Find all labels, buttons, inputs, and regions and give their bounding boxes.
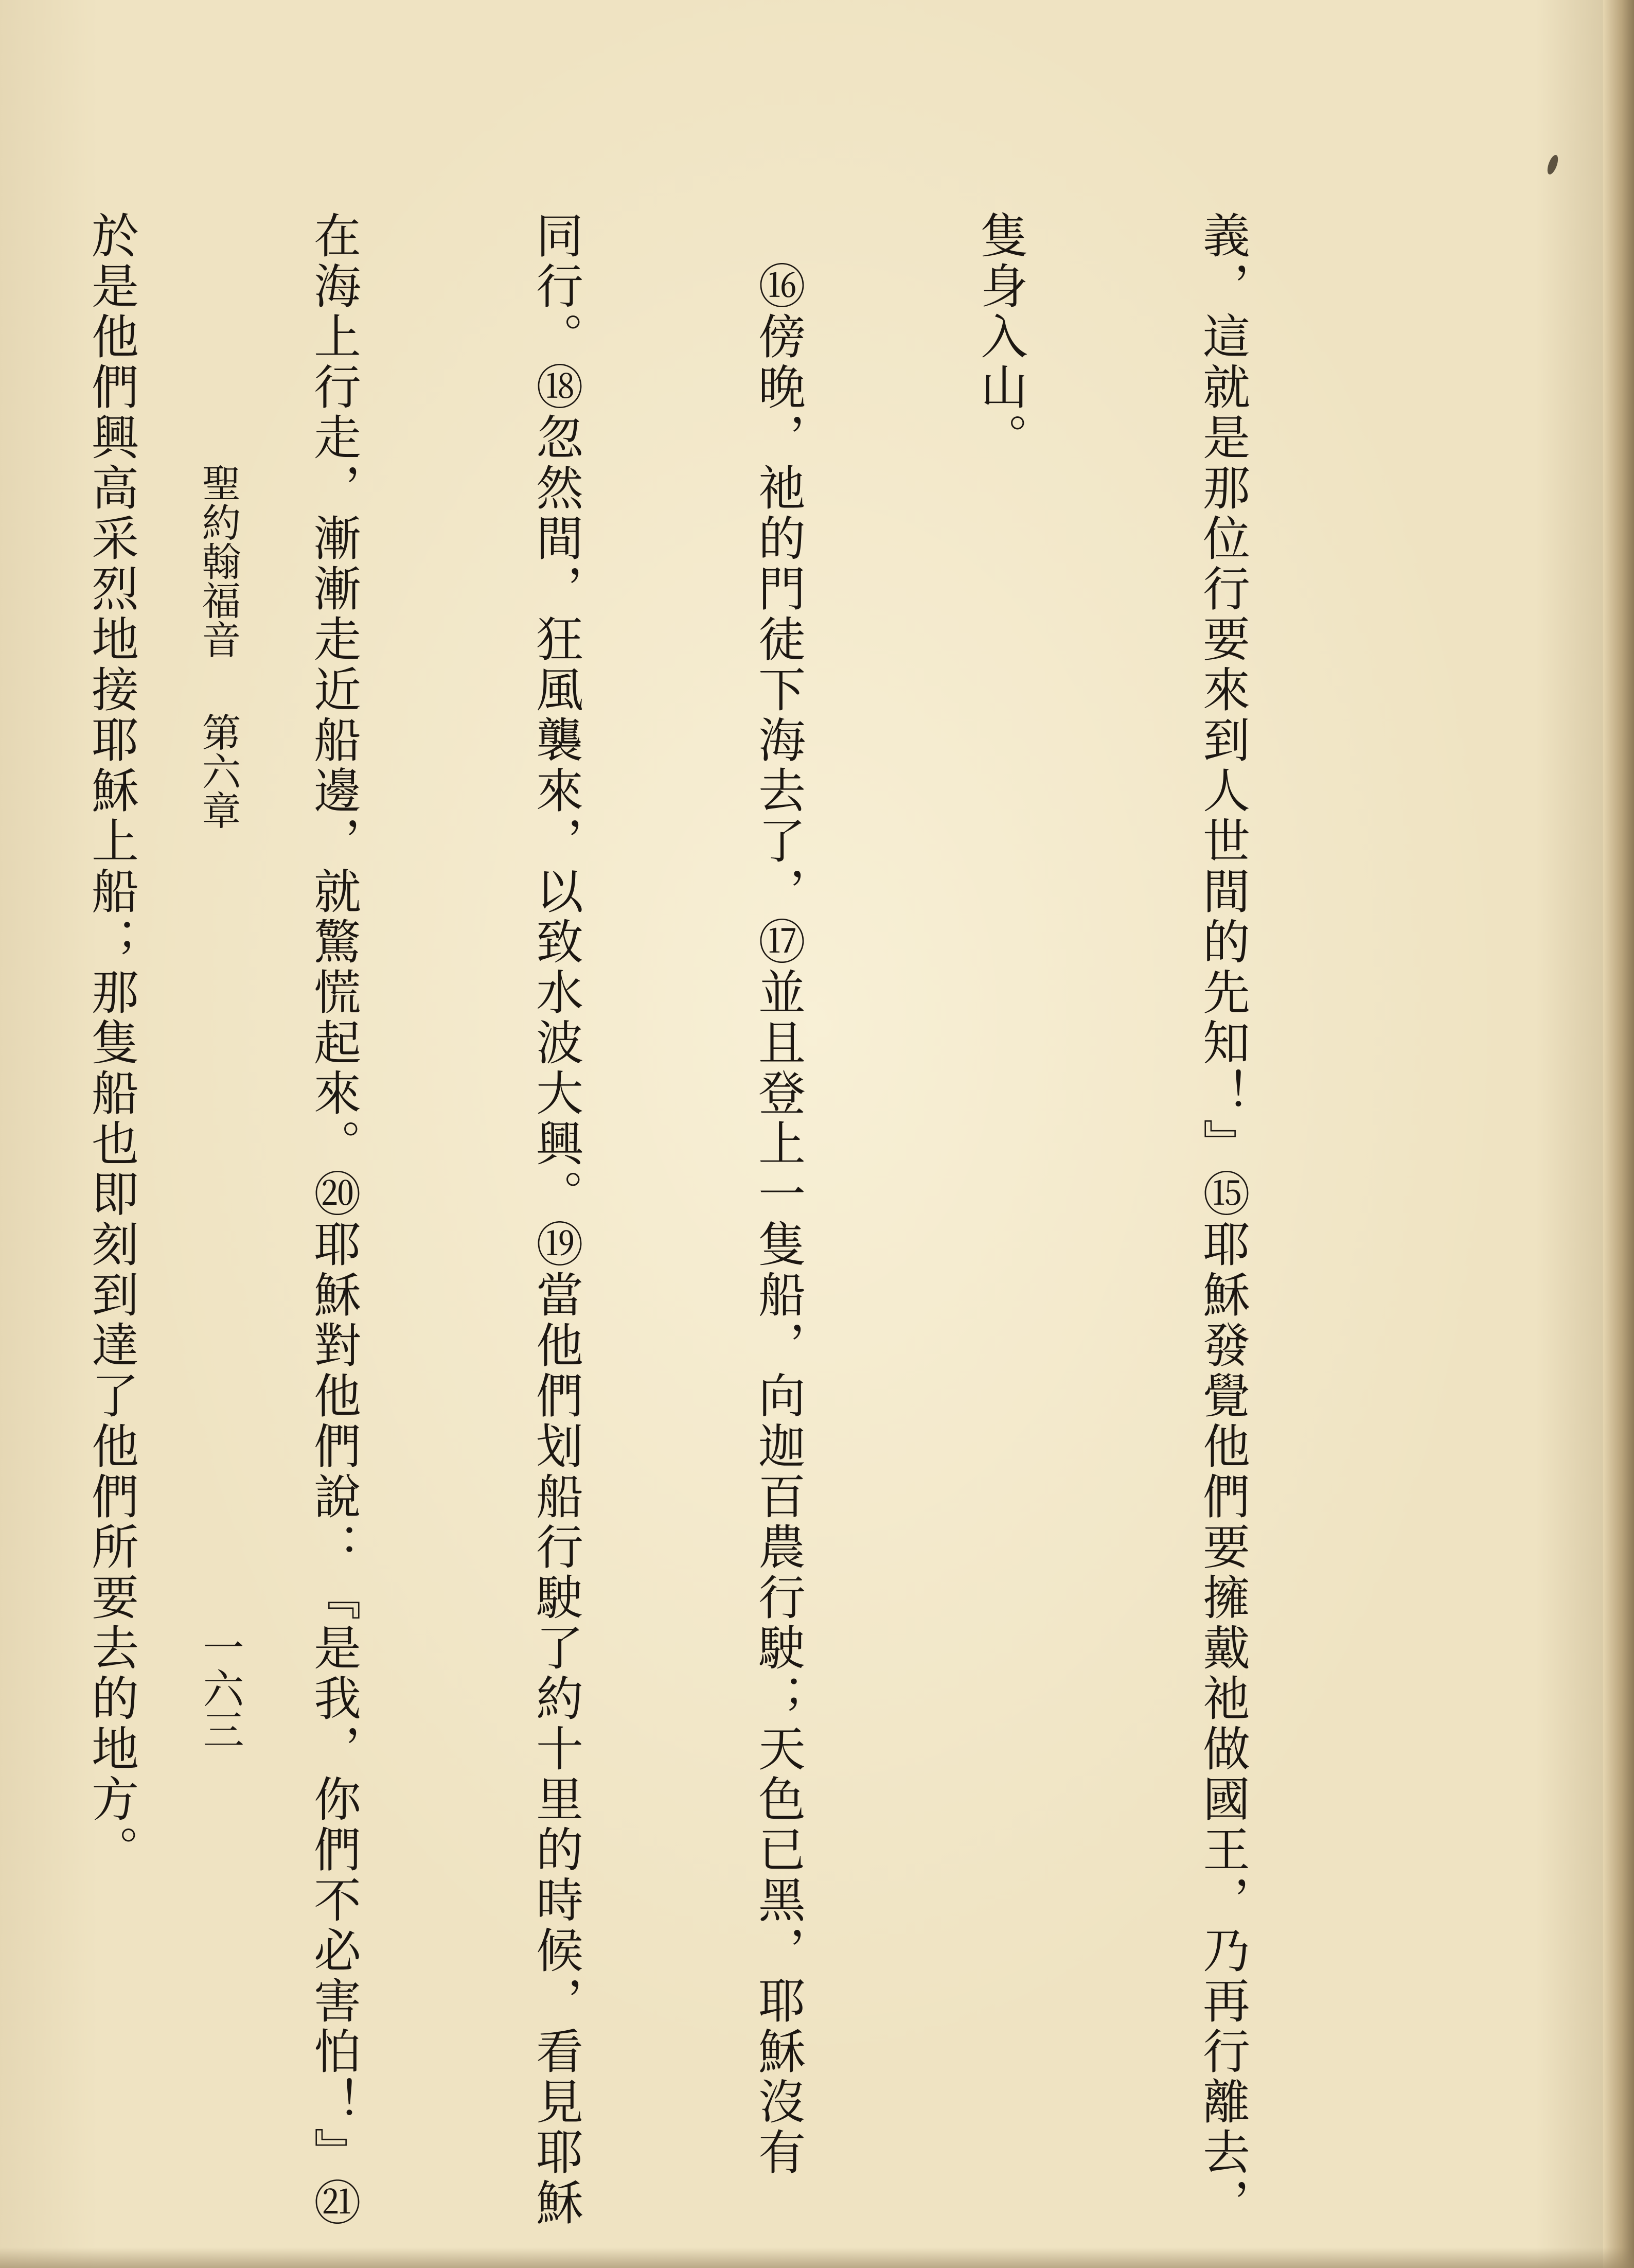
text-column: 義，這就是那位行要來到人世間的先知！』⑮耶穌發覺他們要擁戴祂做國王，乃再行離去， <box>1195 211 1250 2228</box>
chapter-label: 第六章 <box>196 712 241 830</box>
text-column: ⑯傍晚，祂的門徒下海去了，⑰並且登上一隻船，向迦百農行駛；天色已黑，耶穌沒有 <box>751 211 806 2178</box>
ink-stain <box>1546 153 1560 175</box>
text-column: 在海上行走，漸漸走近船邊，就驚慌起來。⑳耶穌對他們說：『是我，你們不必害怕！』㉑ <box>306 211 361 2228</box>
page-footer <box>190 463 246 978</box>
text-column: 於是他們興高采烈地接耶穌上船；那隻船也即刻到達了他們所要去的地方。 <box>84 211 139 1875</box>
text-column: 隻身入山。 <box>973 211 1028 463</box>
book-title: 聖約翰福音 <box>196 463 241 659</box>
page-edge <box>1603 0 1634 2268</box>
page-number: 一六三 <box>196 1626 244 1750</box>
text-column: 同行。⑱忽然間，狂風襲來，以致水波大興。⑲當他們划船行駛了約十里的時候，看見耶穌 <box>528 211 583 2228</box>
page-bottom-edge <box>0 2247 1634 2268</box>
